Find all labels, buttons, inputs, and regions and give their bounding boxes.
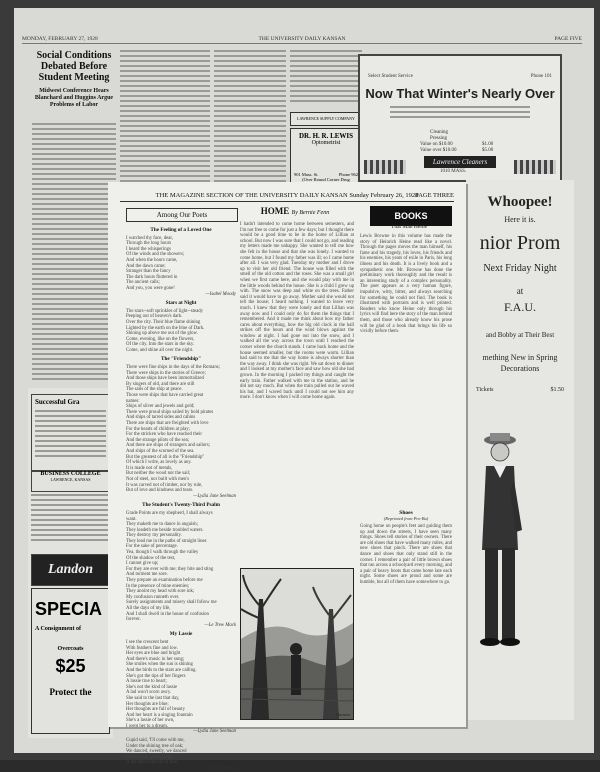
poem-byline: —Lydia Jane Seelman bbox=[193, 729, 236, 735]
poem-line: I went her to a dream. bbox=[126, 723, 169, 729]
prom-decorations: Decorations bbox=[500, 364, 540, 373]
poem-line: They maketh me to dance in anguish; bbox=[126, 522, 198, 528]
poem-line: It is made not of metals, bbox=[126, 465, 173, 471]
prom-date: Next Friday Night bbox=[483, 263, 557, 274]
poem-line: Under the shining tree of oak; bbox=[126, 743, 184, 749]
poem-line: Grade Points are my shepherd, I shall always bbox=[126, 510, 213, 516]
poem-line: She's got the tips of her fingers bbox=[126, 673, 186, 679]
poem-line: But of love and kindness and tears. bbox=[126, 488, 194, 494]
supply-company-ad bbox=[290, 112, 362, 126]
column-2-text bbox=[120, 50, 210, 190]
poem-line: There were fine ships in the days of the Romans; bbox=[126, 365, 220, 371]
cleaners-ad-signature: Lawrence Cleaners bbox=[424, 156, 496, 168]
poem-line: Her thoughts are blue; bbox=[126, 701, 169, 707]
home-story-title: HOME bbox=[260, 206, 290, 216]
cleaners-ad-price-2: $5.00 bbox=[482, 148, 494, 153]
poem-line: There were ships in the stories of Greece; bbox=[126, 370, 206, 376]
magazine-masthead bbox=[120, 192, 454, 202]
cleaners-ad-value-2: Value over $10.00 bbox=[420, 148, 457, 153]
business-college-ad bbox=[31, 470, 110, 492]
prom-title: nior Prom bbox=[479, 232, 561, 254]
poem-line: The stars--soft sprinkles of light--steady bbox=[126, 308, 203, 314]
poem-line: And when the hours came, bbox=[126, 257, 178, 263]
poem-line: Of which I write, as lovely as any. bbox=[126, 460, 192, 466]
under-masthead-page: PAGE FIVE bbox=[554, 36, 582, 42]
poem-line: Of the shadow of the test, bbox=[126, 555, 176, 561]
poem-line: There were proud ships sailed by bold pirates bbox=[126, 409, 214, 415]
poem-line: Through the long hours bbox=[126, 241, 172, 247]
poem-line: All the days of my life, bbox=[126, 606, 171, 611]
poem-line: names: bbox=[126, 398, 140, 404]
poem-line: I cannot give up; bbox=[126, 561, 159, 567]
shoes-heading: Shoes bbox=[399, 510, 413, 516]
home-story-byline: By Bernie Fenn bbox=[291, 210, 330, 216]
poem-line: And ships of tarred sides and cabins bbox=[126, 415, 196, 421]
under-masthead-title: THE UNIVERSITY DAILY KANSAN bbox=[258, 36, 346, 42]
optometrist-ad bbox=[290, 128, 362, 190]
poem-line: They destroy my personality. bbox=[126, 533, 182, 539]
poem-line: Ships of silver and jewels and gold; bbox=[126, 404, 195, 410]
poem-line: And there are ships of strangers and sailors; bbox=[126, 443, 211, 449]
poem-line: For the sake of percentage. bbox=[126, 544, 178, 550]
poem-title: The Student's Twenty-Third Psalm bbox=[142, 502, 220, 509]
books-review-title: That Man Heine bbox=[390, 224, 428, 230]
under-masthead-date: MONDAY, FEBRUARY 27, 1928 bbox=[22, 36, 98, 42]
lead-headline: Social Conditions Debated Before Student Meeting bbox=[36, 50, 112, 83]
cleaners-ad-border-right bbox=[514, 160, 556, 174]
poem-line: With feathers fine and low. bbox=[126, 645, 178, 651]
poem-line: For they are ever with me; they bite and sting bbox=[126, 566, 214, 572]
poem-line: By singers of old, and there are still bbox=[126, 381, 195, 387]
poem-line: Those were ships that have carried great bbox=[126, 393, 204, 399]
special-protect: Protect the bbox=[49, 687, 92, 697]
cleaners-ad bbox=[358, 54, 562, 182]
column-3-text bbox=[214, 50, 286, 190]
landon-ad bbox=[31, 554, 110, 586]
left-advertisements bbox=[28, 388, 113, 738]
cleaners-ad-address: 1010 MASS. bbox=[440, 169, 467, 174]
classifieds-text bbox=[290, 50, 362, 108]
poem-line: Is the dance the fall of the? bbox=[126, 760, 178, 766]
lead-subhead: Midwest Conference Hears Blanchard and Huggins Argue Problems of Labor bbox=[34, 88, 114, 108]
poem-line: Over the city. Their blue flame shining bbox=[126, 319, 201, 325]
poem-line: Surely assignments and misery shall follow me bbox=[126, 600, 217, 606]
poem-line: Cupid said, 'I'll come with me, bbox=[126, 738, 185, 744]
poem-title: The "Friendship" bbox=[161, 356, 201, 363]
poem-byline: —Le Trew Mack bbox=[204, 622, 236, 628]
poem-line: I see the crescent bent bbox=[126, 639, 169, 645]
poem-line: A lad won't scorn awry. bbox=[126, 690, 172, 696]
poem-line: The dark hours fluttered in bbox=[126, 274, 178, 280]
doctor-address-2: (Over Round Corner Drug bbox=[302, 177, 350, 182]
prom-at: at bbox=[516, 286, 524, 296]
poem-line: want. bbox=[126, 516, 137, 522]
magazine-masthead-title: THE MAGAZINE SECTION OF THE UNIVERSITY DAILY KANSAN bbox=[155, 192, 348, 199]
man-in-hat-illustration bbox=[476, 430, 526, 652]
poem-line: We danced, sweetly, we danced bbox=[126, 749, 187, 755]
home-story-heading bbox=[240, 206, 350, 216]
poem-line: And her heart is a singing fountain bbox=[126, 712, 193, 718]
shoes-text: Going home on people's feet and guiding them up and down the streets, I have seen many things. Shoes tell stories of their owners. There are old shoes that have walked many miles, and new shoes that pinch. There are shoes that dance and shoes that only stand still in the corner. I remember a pair of little brown shoes that ran across a schoolyard every morning, and a pair of heavy boots that came home late each night. Some shoes are proud and some are humble, but all of them have somewhere to go. bbox=[360, 524, 452, 585]
cleaners-ad-border-left bbox=[364, 160, 406, 174]
poem-line: My confusion runneth over. bbox=[126, 594, 180, 600]
poem-line: And the birds to the stars are calling. bbox=[126, 667, 197, 673]
cleaners-ad-body bbox=[390, 106, 530, 126]
special-price: $25 bbox=[55, 656, 86, 676]
special-subtitle: A Consignment of bbox=[35, 626, 82, 632]
prom-venue: F.A.U. bbox=[503, 300, 537, 314]
poem-line: Yea, though I walk through the valley bbox=[126, 550, 199, 556]
poem-line: It was carved not of timber, nor by rule, bbox=[126, 482, 203, 488]
business-college-city: LAWRENCE, KANSAS bbox=[50, 477, 91, 482]
poem-line: Of the city. Into the stars in the sky. bbox=[126, 342, 195, 348]
woodcut-illustration bbox=[240, 568, 354, 720]
business-college-name: BUSINESS COLLEGE bbox=[40, 471, 101, 477]
cleaners-ad-top-right: Phone 101 bbox=[530, 74, 552, 79]
poem-line: Shining up above me out of the glow. bbox=[126, 331, 198, 337]
poem-title: My Lassie bbox=[169, 631, 193, 638]
poem-line: I heard the whisperings bbox=[126, 246, 171, 252]
poem-line: For the hearts of children at play; bbox=[126, 426, 190, 432]
poem-line: She smiles when the sun is shining bbox=[126, 662, 193, 668]
prom-whoopee: Whoopee! bbox=[487, 194, 553, 210]
poem-line: But neither the wood nor the sail; bbox=[126, 471, 191, 477]
poem-line: And torment me sore. bbox=[126, 572, 168, 578]
poem-line: Not of steel, nor built with men's bbox=[126, 476, 190, 482]
poem-byline: —Lydia Jane Seelman bbox=[193, 493, 236, 499]
woodcut-caption: Quenton bbox=[336, 712, 350, 717]
prom-heres: Here it is. bbox=[504, 215, 536, 224]
poem-line: And ships of the scorned of the sea. bbox=[126, 448, 195, 454]
cleaners-ad-line-2: Pressing bbox=[430, 136, 447, 141]
poem-line: She said to the last that day, bbox=[126, 695, 180, 701]
poem-line: They anoint my head with sore ink; bbox=[126, 589, 195, 595]
poem-line: Come, evening, like on the flowers, bbox=[126, 336, 195, 342]
poem-line: Stranger than the fancy bbox=[126, 269, 171, 275]
poem-line: And the dawn came; bbox=[126, 263, 166, 269]
poem-line: They leadeth me beside troubled waters. bbox=[126, 527, 204, 533]
poem-line: And you, you were gone! bbox=[126, 285, 175, 291]
overcoat-special-ad bbox=[31, 588, 110, 734]
lead-article-text bbox=[32, 123, 116, 383]
poem-byline: —Isabel Moody bbox=[205, 291, 236, 297]
cleaners-ad-headline: Now That Winter's Nearly Over bbox=[365, 86, 555, 101]
woodcut-landscape-image bbox=[241, 569, 353, 719]
poem-byline: —The Kouchak bbox=[206, 766, 236, 772]
poem-line: Of the winds and the showers; bbox=[126, 252, 185, 258]
prom-something-new: mething New in Spring bbox=[482, 353, 558, 362]
poem-line: She's not the kind of lassie bbox=[126, 684, 178, 690]
poem-line: A lassie true to heart; bbox=[126, 679, 167, 685]
shoes-byline: (Reprinted from Pro-Bu) bbox=[383, 516, 429, 521]
poem-line: There are ships that are freighted with love bbox=[126, 421, 209, 426]
poem-line: In the presence of mine enemies; bbox=[126, 583, 190, 589]
cleaners-ad-value-1: Value on $10.00 bbox=[420, 142, 453, 147]
doctor-address: 901 Mass. St. bbox=[294, 172, 319, 177]
poem-line: The sails of the ship at peace. bbox=[126, 387, 183, 393]
prom-band: and Bobby at Their Best bbox=[485, 331, 555, 339]
poem-line: And the strange pilots of the sea; bbox=[126, 437, 190, 443]
poem-line: I watched thy face, dear, bbox=[126, 235, 173, 241]
prom-tickets-label: Tickets bbox=[476, 387, 494, 393]
poems-column bbox=[126, 224, 236, 772]
special-overcoats: Overcoats bbox=[57, 646, 84, 652]
poem-line: Come, and shine all over the night. bbox=[126, 347, 194, 353]
poem-line: Fast by the laurel bough, bbox=[126, 754, 174, 760]
among-our-poets-heading: Among Our Poets bbox=[126, 208, 238, 222]
books-banner: BOOKS bbox=[370, 206, 452, 226]
poem-line: They lead me in the paths of straight lines bbox=[126, 538, 207, 544]
magazine-masthead-page: PAGE THREE bbox=[415, 192, 454, 199]
poem-line: And there's music in her song; bbox=[126, 656, 185, 662]
prom-tickets-price: $1.50 bbox=[550, 387, 564, 393]
doctor-title: Optometrist bbox=[311, 140, 341, 146]
poem-line: But the greatest of all is the "Friendship" bbox=[126, 454, 205, 460]
poem-line: Lighted by the earth on the blue of Dark. bbox=[126, 325, 205, 331]
magazine-masthead-date: Sunday February 26, 1928 bbox=[349, 192, 419, 199]
home-story-text: I hadn't intended to come home between semesters, and I'm not free to come for just a few days; but I thought there would be a good time to be in the home of Lillian at school. But now I was sure that I could not go, and reading my letters made me unhappy. She wanted to tell me how she felt in the house and that she was lonely. I wanted to come home, but I found my father was ill; so I came home after all. I was very glad. Tuesday my mother and I drove up to visit her old friend. The house was filled with the smell of the old cotton and the roses. She was a small girl when we first came here, and she would play with me in the little woods behind the house. She is a child I grew up with. The snow was deep and white on the trees. Father said it would have to go away. Mother said she would not tell the house; I heard nothing. I wanted to leave very much. I knew that they were lonely and that Lillian was away now and I could only do for them the things that I remembered. And it made me think about how my father cares about everything, how the big old clock in the hall strikes off the hours and the wind blows against the window at night. I had gone out into the snow, and I walked all the way across the town until I reached the corner where the church stands. I came back home and the house seemed smaller, but the rooms were warm. Lillian had said to me that the way home is always shorter than the way away. I think she was right. We sat down to dinner and I looked at my mother's face and saw how old she had grown. In the morning I packed my things and caught the early train. Father walked with me to the station, and he did not say much. But when the train pulled out he waved his hat, and I waved back until I could not see him any more. I don't know when I will come home again. bbox=[240, 222, 354, 401]
poem-line: For the stricken who have reached their bbox=[126, 432, 202, 438]
doctor-name: DR. H. R. LEWIS bbox=[298, 132, 354, 140]
cleaners-ad-price-1: $1.00 bbox=[482, 142, 494, 147]
poem-title: The Feeling of a Loved One bbox=[150, 227, 212, 233]
business-college-text bbox=[31, 494, 110, 548]
poem-line: The ancient calls; bbox=[126, 280, 160, 286]
poem-line: And those ships have been immortalized bbox=[126, 376, 204, 382]
successful-graduates-title: Successful Gra bbox=[35, 398, 80, 406]
poem-line: Her eyes are blue and bright bbox=[126, 651, 181, 657]
poem-line: forever. bbox=[126, 617, 141, 623]
poem-title: Stars at Night bbox=[165, 300, 197, 307]
supply-company-name: LAWRENCE SUPPLY COMPANY bbox=[297, 116, 355, 121]
poem-line: Her thoughts are full of beauty bbox=[126, 707, 186, 713]
poem-line: She's a lassie of her own, bbox=[126, 718, 175, 724]
doctor-phone: Phone 962 bbox=[338, 172, 358, 177]
special-title: SPECIA bbox=[35, 599, 103, 619]
under-masthead bbox=[22, 36, 582, 44]
poem-line: And I shall dwell in the house of confusion bbox=[126, 611, 209, 617]
landon-ad-name: Landon bbox=[47, 562, 94, 577]
poem-line: They prepare an examination before me bbox=[126, 578, 203, 584]
poem-line: Peeping out of heaven's dark. bbox=[126, 314, 183, 320]
magazine-section-page bbox=[108, 182, 466, 772]
books-review-text: Lewis Browne in this volume has made the story of Heinrich Heine read like a novel. Through the pages moves the man himself, his fame and his tragedy, his loves, his friends and his enemies, his years of exile in Paris, his long illness and his death. It is a lively book and a sympathetic one. Mr. Browne has done the preliminary work thoroughly and the result is an interesting study of a complex personality. The poet appears as a very human figure, impulsive, witty, bitter, and always searching for something he could not find. The book is illustrated with portraits and is well printed. Readers who know Heine only through his lyrics will find here the story of the man behind them, and those who already know his prose will be glad of a book that brings his life so vividly before them. bbox=[360, 234, 452, 335]
successful-graduates-ad bbox=[31, 394, 110, 472]
cleaners-ad-top-left: Select Student Service bbox=[368, 74, 413, 79]
cleaners-ad-line-1: Cleaning bbox=[430, 130, 449, 135]
